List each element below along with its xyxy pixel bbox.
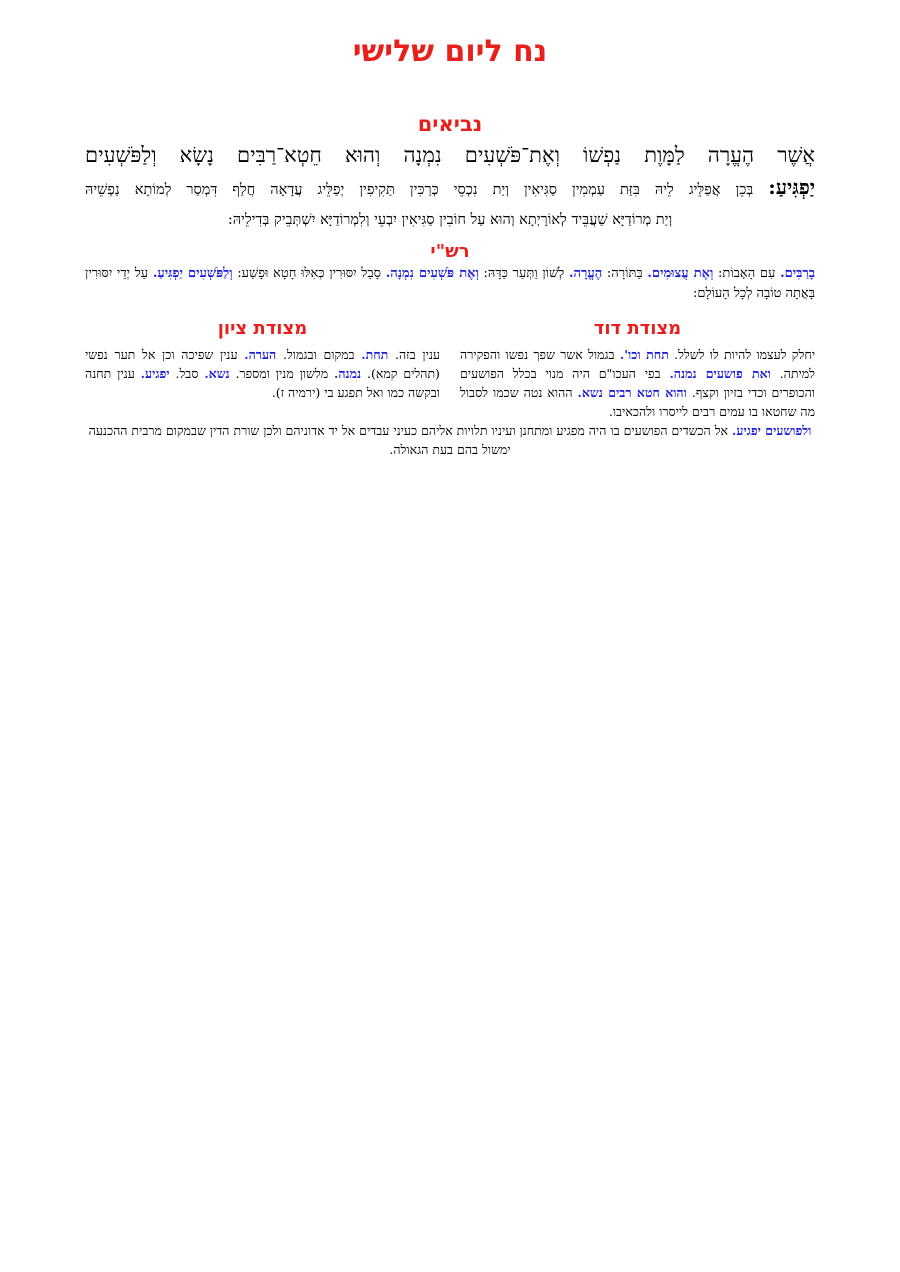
rashi-keyword: וְלַפֹּשְׁעִים יַפְגִּיעַ.: [152, 266, 233, 281]
rashi-keyword: וְאֶת פֹּשְׁעִים נִמְנָה.: [385, 266, 479, 281]
mt-text: סבל.: [175, 366, 199, 381]
commentary-columns: [85, 318, 815, 421]
targum-text-1: בְּכֵן אֲפַלֵּיג לֵיהּ בִּזַּת עַמְמִין סַגִּיאִין וְיַת נִכְסֵי כְּרַכִּין תַּקִיפִין יְפַלֵּיג עֲדָאָה חֲלַף דִּמְסַר לְמוֹתָא נַפְשֵׁיהּ: [85, 182, 754, 198]
mt-text: מלשון מנין ומספר.: [235, 366, 329, 381]
rashi-keyword: הֶעֱרָה.: [568, 266, 603, 281]
md-text: בגמול אשר שפך נפשו והפקירה למיתה.: [460, 347, 816, 381]
metzudat-david-text: [460, 345, 815, 421]
md-text: אל הכשדים הפושעים בו היה מפגיע ומתחנן ועיניו תלויות אליהם כעיני עבדים אל יד אדוניהם ולכן שורת הדין שבמקום מרבית ההכנעה ימשול בהם בעת הגאולה.: [88, 423, 729, 457]
rashi-commentary: [85, 264, 815, 304]
rashi-keyword: בָרַבִּים.: [780, 266, 816, 281]
md-text: בפי העכו"ם היה מנוי בכלל הפושעים והכופרים וכדי בזיון וקצף.: [460, 366, 815, 400]
mt-text: ענין שפיכה וכן אל תער נפשי (תהלים קמא).: [85, 347, 440, 381]
rashi-text: לְשׁוֹן וַתְּעַר כַּדָּהּ:: [483, 266, 565, 281]
md-text: יחלק לעצמו להיות לו לשלל.: [674, 347, 815, 362]
page-title: נח ליום שלישי: [352, 34, 548, 69]
mt-text: במקום ובגמול.: [282, 347, 355, 362]
metzudat-david-heading: מצודת דוד: [593, 318, 682, 339]
mt-text: ענין בזה.: [395, 347, 440, 362]
rashi-heading: רש"י: [430, 241, 470, 262]
md-keyword: ואת פושעים נמנה.: [669, 366, 771, 381]
md-keyword: ולפושעים יפגיע.: [732, 423, 812, 438]
md-keyword: תחת וכו'.: [619, 347, 669, 362]
targum-line-2: וְיַת מְרוֹדַיָּא שַׁעֲבֵּיד לְאוֹרָיְתָא וְהוּא עַל חוֹבִין סַגִּיאִין יִבְעֵי וְלִמְרוֹדַיָּא יִשְׁתְּבֵיק בְּדִילֵיהּ:: [227, 212, 673, 228]
rashi-text: בַּתּוֹרָה:: [606, 266, 643, 281]
mt-keyword: תחת.: [361, 347, 389, 362]
rashi-text: סָבַל יִסּוּרִין כְּאִלּוּ חָטָא וּפָשַׁע:: [237, 266, 381, 281]
neviim-heading: נביאים: [417, 112, 483, 136]
metzudat-tzion-column: [85, 318, 440, 421]
rashi-keyword: וְאֶת עֲצוּמִים.: [647, 266, 714, 281]
targum-block: [85, 172, 815, 235]
metzudat-david-column: [460, 318, 815, 421]
rashi-text: עַל יְדֵי יִסּוּרִין בָּאֲתָה טוֹבָה לְכָל הָעוֹלָם:: [85, 266, 815, 301]
mt-text: ענין תחנה ובקשה כמו ואל תפגע בי (ירמיה ז).: [85, 366, 440, 400]
mt-keyword: הערה.: [244, 347, 277, 362]
verse-end: יַפְגִּיעַ:: [768, 175, 815, 199]
mt-keyword: יפגיע.: [140, 366, 170, 381]
mt-keyword: נמנה.: [334, 366, 362, 381]
metzudat-tzion-text: [85, 345, 440, 402]
metzudat-david-continuation: [85, 421, 815, 459]
md-text: ההוא נטה שכמו לסבול מה שחטאו בו עמים רבים לייסרו ולהכאיבו.: [460, 385, 815, 419]
targum-line-1: [85, 172, 815, 205]
mt-keyword: נשא.: [204, 366, 230, 381]
document-page: [85, 0, 815, 459]
metzudat-tzion-heading: מצודת ציון: [217, 318, 308, 339]
verse-text: אֲשֶׁר הֶעֱרָה לַמָּוֶת נַפְשׁוֹ וְאֶת־פֹּשְׁעִים נִמְנָה וְהוּא חֵטְא־רַבִּים נָשָׂא וְלַפֹּשְׁעִים: [85, 143, 815, 167]
md-keyword: והוא חטא רבים נשא.: [577, 385, 687, 400]
rashi-text: עִם הָאָבוֹת:: [718, 266, 776, 281]
